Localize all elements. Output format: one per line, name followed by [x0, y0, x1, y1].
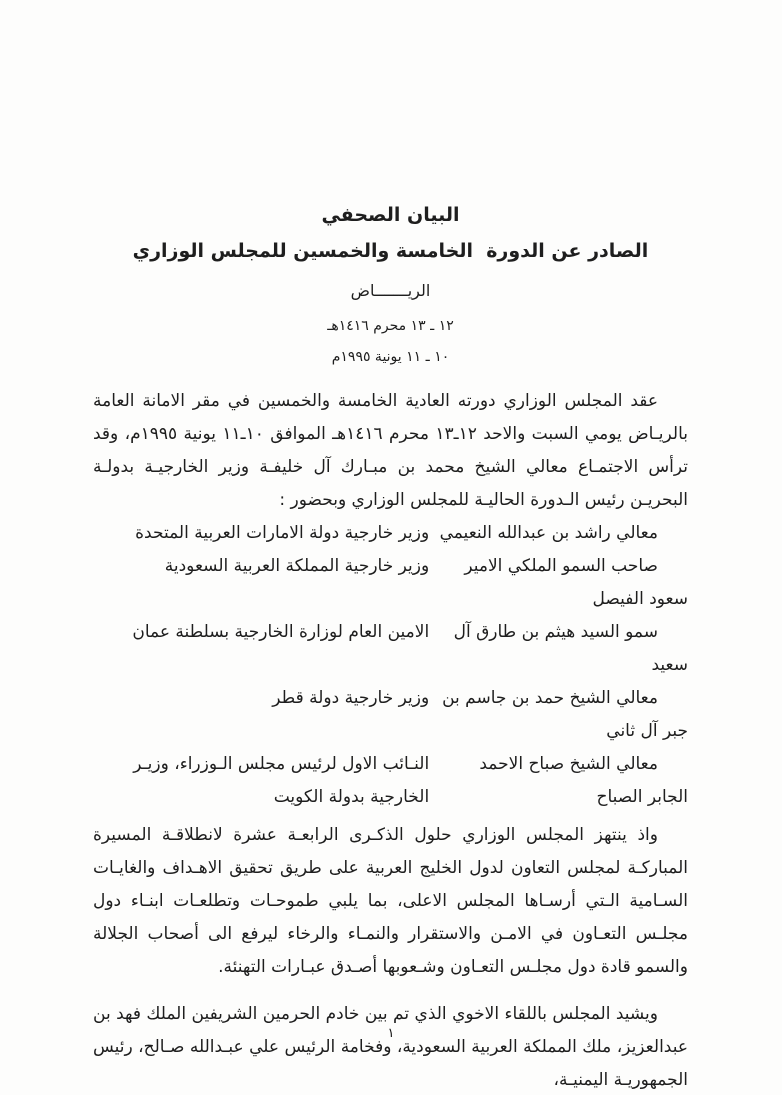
attendee-row: [93, 517, 688, 550]
paragraph-intro: عقد المجلس الوزاري دورته العادية الخامسة والخمسين في مقر الامانة العامة بالريـاض يومي السبت والاحد ١٢ـ١٣ محرم ١٤١٦هـ الموافق ١٠ـ١١ يونية ١٩٩٥م، وقد ترأس الاجتمـاع معالي الشيخ محمد بن مبـارك آل خليفـة وزير الخارجيـة بدولـة البحريـن رئيس الـدورة الحاليـة للمجلس الوزاري وبحضور :: [93, 391, 688, 510]
attendee-row: [93, 616, 688, 682]
attendee-name: سمو السيد هيثم بن طارق آل سعيد: [453, 622, 688, 675]
attendee-title: وزير خارجية دولة قطر: [272, 688, 430, 708]
attendee-row: [93, 748, 688, 814]
attendee-title: الامين العام لوزارة الخارجية بسلطنة عمان: [132, 622, 430, 642]
attendee-name: معالي الشيخ صباح الاحمد الجابر الصباح: [479, 754, 688, 807]
attendee-title: وزير خارجية المملكة العربية السعودية: [164, 556, 430, 576]
document-subtitle: الصادر عن الدورة الخامسة والخمسين للمجلس الوزاري: [132, 240, 649, 262]
attendee-name: معالي الشيخ حمد بن جاسم بن جبر آل ثاني: [442, 688, 688, 741]
attendee-row: [93, 682, 688, 748]
attendee-row: [93, 550, 688, 616]
city-line: الريـــــــاض: [350, 281, 431, 300]
page-number: ١: [387, 1026, 395, 1041]
attendee-title: النـائب الاول لرئيس مجلس الـوزراء، وزيـر الخارجية بدولة الكويت: [133, 754, 430, 807]
date-gregorian: ١٠ ـ ١١ يونية ١٩٩٥م: [331, 349, 450, 365]
attendee-name: معالي راشد بن عبدالله النعيمي: [439, 523, 658, 543]
paragraph-anniversary: واذ ينتهز المجلس الوزاري حلول الذكـرى الرابعـة عشرة لانطلاقـة المسيرة المباركـة لمجلس التعاون لدول الخليج العربية على طريق تحقيق الاهـداف والغايـات السـامية الـتي أرسـاها المجلس الاعلى، بما يلبي طموحـات وتطلعـات ابنـاء دول مجلـس التعـاون في الامـن والاستقرار والنمـاء والرخاء ليرفع الى أصحاب الجلالة والسمو قادة دول مجلـس التعـاون وشـعوبها أصـدق عبـارات التهنئة.: [93, 825, 688, 977]
document-header: [93, 0, 688, 367]
attendees-list: [93, 517, 688, 814]
paragraph-meeting: ويشيد المجلس باللقاء الاخوي الذي تم بين خادم الحرمين الشريفين الملك فهد بن عبدالعزيز، ملك المملكة العربية السعودية، وفخامة الرئيس علي عبـدالله صـالح، رئيس الجمهوريـة اليمنيـة،: [93, 1004, 688, 1090]
document-content: [93, 0, 688, 1095]
date-hijri: ١٢ ـ ١٣ محرم ١٤١٦هـ: [327, 318, 454, 334]
page-title: البيان الصحفي: [321, 204, 460, 226]
attendee-name: صاحب السمو الملكي الامير سعود الفيصل: [464, 556, 688, 609]
document-body: [93, 385, 688, 1095]
attendee-title: وزير خارجية دولة الامارات العربية المتحدة: [135, 523, 430, 543]
